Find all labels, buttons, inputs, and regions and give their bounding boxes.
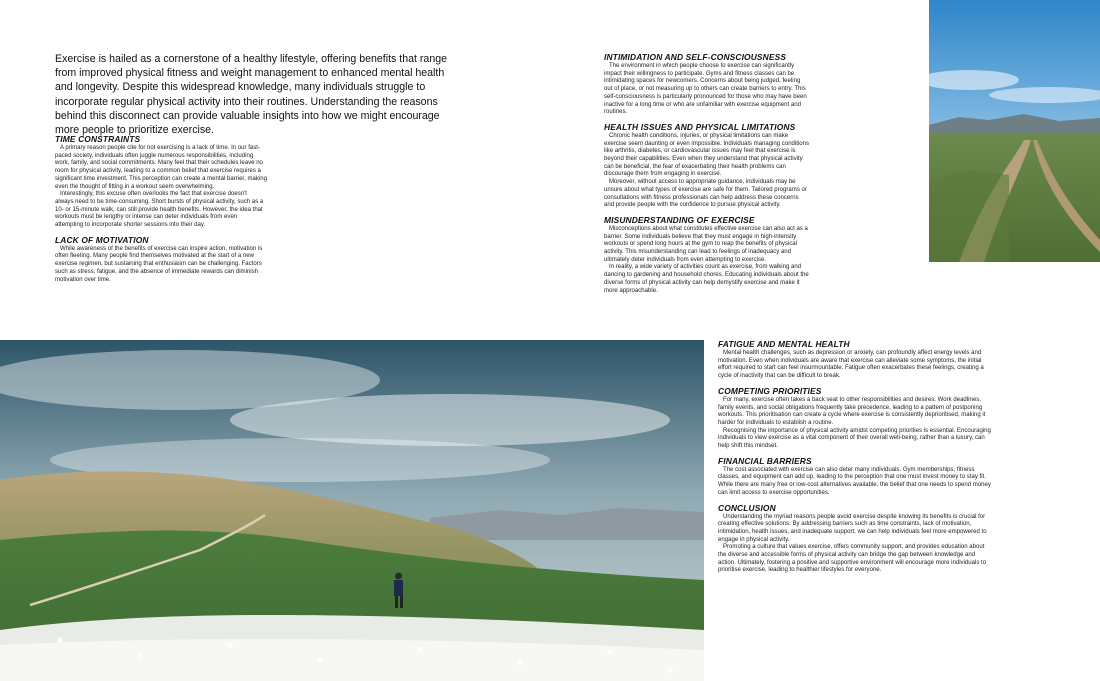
section-paragraph: Moreover, without access to appropriate guidance, individuals may be unsure about what types of exercise are safe for them. Tailored programs or consultations with fitness professionals can help address these concerns and provide people with the confidence to pursue physical activity. <box>604 179 807 209</box>
photo-dirt-road <box>929 0 1100 262</box>
column-right <box>718 339 994 580</box>
section-paragraph: Promoting a culture that values exercise, offers community support, and provides education about the diverse and accessible forms of physical activity can bridge the gap between knowledge and action. Ultimately, fostering a positive and supportive environment will encourage more individuals to prioritise exercise, leading to healthier lifestyles for everyone. <box>718 544 987 574</box>
section-paragraph: For many, exercise often takes a back seat to other responsibilities and desires. Work deadlines, family events, and social obligations frequently take precedence, leading to a pattern of postponing workouts. This prioritisation can create a cycle where exercise is consistently deprioritised, making it harder for individuals to establish a routine. <box>718 396 986 426</box>
section-competing-priorities <box>718 386 994 451</box>
section-paragraph: Misconceptions about what constitutes effective exercise can also act as a barrier. Some individuals believe that they must engage in high-intensity workouts or spend long hours at the gym to reap the benefits of physical activity. This misunderstanding can lead to feelings of inadequacy and ultimately deter individuals from even attempting to exercise. <box>604 225 808 263</box>
photo-meadow-hiker <box>0 340 704 681</box>
section-financial-barriers <box>718 456 994 498</box>
section-paragraph: Chronic health conditions, injuries, or physical limitations can make exercise seem daunting or even impossible. Individuals managing conditions like arthritis, diabetes, or cardiovascular issues may feel that exercise is beyond their capabilities. Even when they understand that physical activity can be beneficial, the fear of exacerbating their health problems can discourage them from engaging in exercise. <box>604 132 810 178</box>
intro-paragraph: Exercise is hailed as a cornerstone of a healthy lifestyle, offering benefits that range from improved physical fitness and weight management to enhanced mental health and longevity. Despite this widespread knowledge, many individuals struggle to incorporate regular physical activity into their routines. Understanding the reasons behind this disconnect can provide valuable insights into how we might encourage more people to prioritize exercise. <box>55 53 447 137</box>
column-middle <box>604 52 810 300</box>
section-heading: FATIGUE AND MENTAL HEALTH <box>718 339 850 349</box>
section-heading: LACK OF MOTIVATION <box>55 234 149 245</box>
column-left <box>55 134 267 289</box>
section-paragraph: The environment in which people choose to exercise can significantly impact their willingness to participate. Gyms and fitness classes can be intimidating spaces for newcomers. Concerns about being judged, feeling out of place, or not measuring up to others can create barriers to entry. This self-consciousness is particularly pronounced for those who may have been inactive for a long time or who are unfamiliar with exercise equipment and routines. <box>604 63 807 116</box>
section-heading: INTIMIDATION AND SELF-CONSCIOUSNESS <box>604 52 787 62</box>
section-paragraph: Mental health challenges, such as depression or anxiety, can profoundly affect energy levels and motivation. Even when individuals are aware that exercise can alleviate some symptoms, the initial effort required to start can feel insurmountable. Fatigue often exacerbates these feelings, creating a cycle of inactivity that can be difficult to break. <box>718 350 984 380</box>
section-paragraph: In reality, a wide variety of activities count as exercise, from walking and dancing to gardening and household chores. Educating individuals about the diverse forms of physical activity can help demystify exercise and make it more approachable. <box>604 264 809 294</box>
section-lack-of-motivation <box>55 235 267 285</box>
section-heading: HEALTH ISSUES AND PHYSICAL LIMITATIONS <box>604 121 796 132</box>
section-paragraph: Recognising the importance of physical activity amidst competing priorities is essential. Encouraging individuals to view exercise as a vital component of their overall well-being, rather than a luxury, can help shift this mindset. <box>718 427 991 450</box>
section-paragraph: Interestingly, this excuse often overlooks the fact that exercise doesn't always need to be time-consuming. Short bursts of physical activity, such as a 10- or 15-minute walk, can still provide health benefits. However, the idea that workouts must be lengthy or intense can deter individuals from even attempting to incorporate shorter sessions into their day. <box>55 191 264 229</box>
section-health-issues <box>604 122 810 210</box>
section-heading: COMPETING PRIORITIES <box>718 385 822 396</box>
section-paragraph: Understanding the myriad reasons people avoid exercise despite knowing its benefits is crucial for creating effective solutions. By addressing barriers such as time constraints, lack of motivation, intimidation, health issues, and inadequate support, we can help individuals feel more empowered to engage in physical activity. <box>718 513 987 543</box>
section-conclusion <box>718 503 994 576</box>
section-heading: CONCLUSION <box>718 502 776 513</box>
section-heading: MISUNDERSTANDING OF EXERCISE <box>604 214 755 225</box>
section-paragraph: The cost associated with exercise can also deter many individuals. Gym memberships, fitness classes, and equipment can add up, leading to the perception that one must invest money to stay fit. While there are many free or low-cost alternatives available, the belief that one needs to spend money can limit access to exercise opportunities. <box>718 466 991 496</box>
section-intimidation <box>604 52 810 117</box>
section-heading: TIME CONSTRAINTS <box>55 134 141 144</box>
section-misunderstanding <box>604 215 810 295</box>
section-heading: FINANCIAL BARRIERS <box>718 455 812 466</box>
section-fatigue <box>718 339 994 381</box>
section-paragraph: While awareness of the benefits of exercise can inspire action, motivation is often fleeting. Many people find themselves motivated at the start of a new exercise regimen, but sustaining that enthusiasm can be challenging. Factors such as stress, fatigue, and the absence of immediate rewards can diminish motivation over time. <box>55 245 263 283</box>
section-time-constraints <box>55 134 267 230</box>
section-paragraph: A primary reason people cite for not exercising is a lack of time. In our fast-paced society, individuals often juggle numerous responsibilities, including work, family, and social commitments. Many feel that their schedules leave no room for physical activity, leading to a common belief that exercise requires a significant time investment. This perception can create a mental barrier, making even the thought of fitting in a workout seem overwhelming. <box>55 145 267 190</box>
